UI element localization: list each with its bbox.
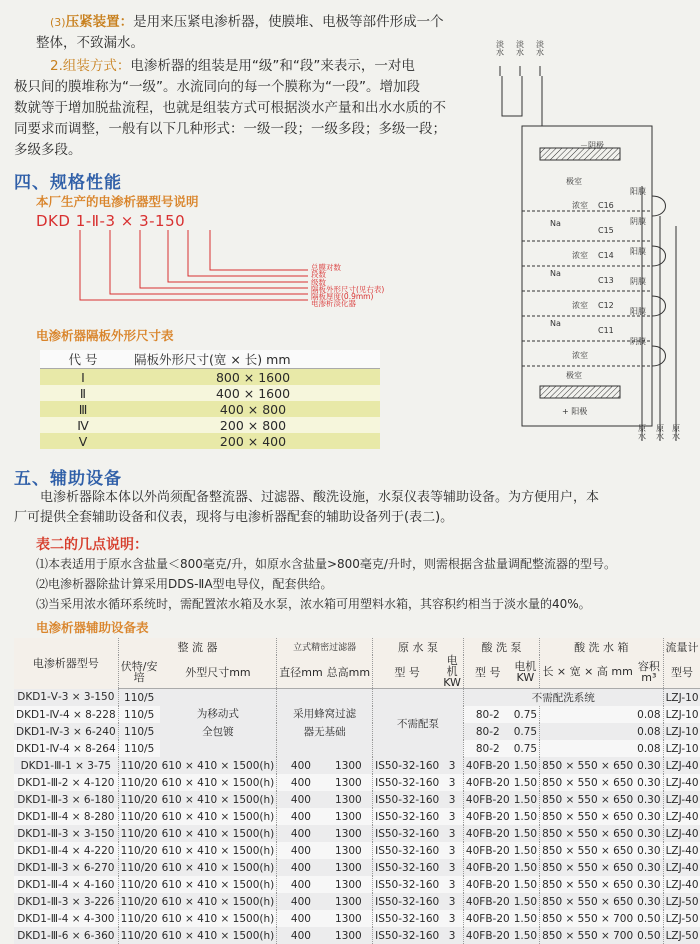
cathode-label: －阴极 bbox=[580, 141, 604, 150]
anion-membrane-label: 阴膜 bbox=[630, 337, 646, 346]
cell-kw: 3 bbox=[441, 859, 463, 876]
cell-vol: 0.50 bbox=[635, 927, 663, 944]
cell-pump: IS50-32-160 bbox=[373, 791, 442, 808]
cell-model: DKD1-Ⅲ-3 × 6-270 bbox=[14, 859, 118, 876]
header-tank: 酸 洗 水 箱 bbox=[540, 638, 663, 655]
leader-stages bbox=[188, 230, 308, 276]
item2-line-0: 电渗析器的组装是用“级”和“段”来表示，一对电 bbox=[130, 58, 415, 74]
cell-model: DKD1-Ⅲ-4 × 4-160 bbox=[14, 876, 118, 893]
cell-h: 1300 bbox=[325, 842, 373, 859]
cell-tank: 850 × 550 × 650 bbox=[540, 791, 636, 808]
cell-flow: LZJ-40 bbox=[663, 859, 700, 876]
cell-size: 200 × 400 bbox=[126, 433, 380, 449]
cell-v: 110/20 bbox=[118, 910, 159, 927]
cell-h: 1300 bbox=[325, 910, 373, 927]
cell-code: Ⅲ bbox=[40, 401, 126, 417]
table-row bbox=[14, 859, 700, 876]
cell-d: 400 bbox=[277, 842, 325, 859]
cell-tank bbox=[540, 706, 636, 723]
fresh-water-label: 淡水 bbox=[535, 40, 545, 56]
header-rectifier: 整 流 器 bbox=[118, 638, 277, 655]
cell-kw: 3 bbox=[441, 927, 463, 944]
cell-flow: LZJ-40 bbox=[663, 808, 700, 825]
header-pump-model: 型 号 bbox=[373, 655, 442, 689]
cell-v: 110/20 bbox=[118, 876, 159, 893]
conc-chamber-label: 浓室 bbox=[572, 301, 588, 310]
cell-kw: 3 bbox=[441, 808, 463, 825]
cell-kw: 3 bbox=[441, 893, 463, 910]
cell-h: 1300 bbox=[325, 876, 373, 893]
cell-v: 110/20 bbox=[118, 859, 159, 876]
cell-model: DKD1-Ⅲ-3 × 3-150 bbox=[14, 825, 118, 842]
cation-membrane-label: 阳膜 bbox=[630, 187, 646, 196]
cell-flow: LZJ-10 bbox=[663, 706, 700, 723]
cell-acid-none: 不需配洗系统 bbox=[463, 689, 663, 707]
cation-membrane-label: 阳膜 bbox=[630, 307, 646, 316]
cell-v: 110/20 bbox=[118, 808, 159, 825]
item2-line-1: 极只间的膜堆称为“一级”。水流同向的每一个膜称为“一段”。增加段 bbox=[14, 79, 420, 95]
size-table-title: 电渗析器隔板外形尺寸表 bbox=[36, 328, 174, 343]
item3-prefix: (3) bbox=[50, 16, 66, 29]
cell-size: 610 × 410 × 1500(h) bbox=[160, 808, 277, 825]
cell-v: 110/20 bbox=[118, 825, 159, 842]
cell-akw: 1.50 bbox=[512, 893, 540, 910]
cell-size: 800 × 1600 bbox=[126, 369, 380, 386]
leader-plate-size bbox=[140, 230, 308, 288]
item3-term: 压紧装置： bbox=[65, 14, 134, 30]
cell-tank: 850 × 550 × 650 bbox=[540, 893, 636, 910]
cell-volt: 110/5 bbox=[118, 723, 159, 740]
fresh-water-label: 淡水 bbox=[515, 40, 525, 56]
cell-pump: IS50-32-160 bbox=[373, 859, 442, 876]
cell-flow: LZJ-10 bbox=[663, 740, 700, 757]
header-filter-h: 总高mm bbox=[325, 655, 373, 689]
legend-item: 总膜对数 bbox=[311, 263, 341, 272]
cell-model: DKD1-Ⅲ-6 × 6-360 bbox=[14, 927, 118, 944]
cell-h: 1300 bbox=[325, 825, 373, 842]
cell-acid: 40FB-20 bbox=[463, 927, 511, 944]
aux-table bbox=[14, 638, 700, 944]
cell-d: 400 bbox=[277, 825, 325, 842]
cl-label: C16 bbox=[598, 201, 614, 210]
cell-size: 610 × 410 × 1500(h) bbox=[160, 774, 277, 791]
cell-d: 400 bbox=[277, 893, 325, 910]
cell-model: DKD1-Ⅲ-3 × 6-180 bbox=[14, 791, 118, 808]
cell-akw: 1.50 bbox=[512, 808, 540, 825]
item3-text2: 整体，不致漏水。 bbox=[36, 35, 144, 51]
header-rect-size: 外型尺寸mm bbox=[160, 655, 277, 689]
cell-code: Ⅰ bbox=[40, 369, 126, 386]
cell-flow: LZJ-50 bbox=[663, 927, 700, 944]
cell-tank: 850 × 550 × 650 bbox=[540, 842, 636, 859]
cell-tank bbox=[540, 740, 636, 757]
cell-akw: 1.50 bbox=[512, 859, 540, 876]
cell-kw: 3 bbox=[441, 791, 463, 808]
cell-h: 1300 bbox=[325, 757, 373, 774]
model-code: DKD 1-Ⅱ-3 × 3-150 bbox=[36, 212, 186, 230]
cell-kw: 3 bbox=[441, 876, 463, 893]
header-model: 电渗析器型号 bbox=[14, 638, 118, 689]
flow-line bbox=[502, 76, 522, 116]
cell-h: 1300 bbox=[325, 791, 373, 808]
raw-water-label: 原水 bbox=[671, 424, 681, 440]
table-row bbox=[40, 417, 380, 433]
cell-akw: 1.50 bbox=[512, 757, 540, 774]
header-filter-d: 直径mm bbox=[277, 655, 325, 689]
cell-kw: 3 bbox=[441, 774, 463, 791]
cell-akw: 1.50 bbox=[512, 791, 540, 808]
cell-d: 400 bbox=[277, 859, 325, 876]
na-label: Na bbox=[550, 219, 561, 228]
table-row bbox=[14, 910, 700, 927]
header-rect-v: 伏特/安培 bbox=[118, 655, 159, 689]
table-row bbox=[14, 893, 700, 910]
aux-header-row-1 bbox=[14, 638, 700, 655]
cell-size: 400 × 800 bbox=[126, 401, 380, 417]
fresh-water-label: 淡水 bbox=[495, 40, 505, 56]
header-acid-model: 型 号 bbox=[463, 655, 511, 689]
header-acid-kw: 电机KW bbox=[512, 655, 540, 689]
cell-tank: 850 × 550 × 650 bbox=[540, 876, 636, 893]
cell-vol: 0.30 bbox=[635, 774, 663, 791]
rect-note-b: 全包镀 bbox=[202, 726, 234, 738]
cell-vol: 0.30 bbox=[635, 893, 663, 910]
anode-plate bbox=[540, 386, 620, 398]
cell-acid-model: 80-2 bbox=[463, 706, 511, 723]
legend-item: 段数 bbox=[311, 270, 326, 280]
cell-vol: 0.50 bbox=[635, 910, 663, 927]
table-row bbox=[14, 757, 700, 774]
item3-text1: 是用来压紧电渗析器，使膜堆、电极等部件形成一个 bbox=[133, 14, 444, 30]
na-label: Na bbox=[550, 269, 561, 278]
cell-tank bbox=[540, 723, 636, 740]
cell-acid-model: 80-2 bbox=[463, 740, 511, 757]
legend-item: 隔板厚度(0.9mm) bbox=[311, 292, 374, 302]
cl-label: C13 bbox=[598, 276, 614, 285]
section5-title: 五、辅助设备 bbox=[14, 469, 122, 489]
cell-size: 610 × 410 × 1500(h) bbox=[160, 757, 277, 774]
cell-flow: LZJ-10 bbox=[663, 723, 700, 740]
cell-v: 110/20 bbox=[118, 893, 159, 910]
cell-acid-kw: 0.75 bbox=[512, 706, 540, 723]
header-filter: 立式精密过滤器 bbox=[277, 638, 373, 655]
electrode-chamber-bottom: 极室 bbox=[566, 371, 582, 380]
section5-intro bbox=[14, 488, 690, 528]
header-tank-dim: 长 × 宽 × 高 mm bbox=[540, 655, 636, 689]
cell-akw: 1.50 bbox=[512, 910, 540, 927]
cell-pump: IS50-32-160 bbox=[373, 910, 442, 927]
table-row bbox=[40, 385, 380, 401]
table-row bbox=[14, 825, 700, 842]
cell-v: 110/20 bbox=[118, 791, 159, 808]
table-row bbox=[14, 774, 700, 791]
header-size: 隔板外形尺寸(宽 × 长) mm bbox=[126, 350, 380, 369]
cell-acid: 40FB-20 bbox=[463, 774, 511, 791]
cell-size: 610 × 410 × 1500(h) bbox=[160, 876, 277, 893]
cell-pump: IS50-32-160 bbox=[373, 825, 442, 842]
cell-flow: LZJ-10 bbox=[663, 689, 700, 707]
cell-pump: IS50-32-160 bbox=[373, 893, 442, 910]
cell-tank: 850 × 550 × 700 bbox=[540, 927, 636, 944]
cell-akw: 1.50 bbox=[512, 876, 540, 893]
cell-volt: 110/5 bbox=[118, 740, 159, 757]
cell-d: 400 bbox=[277, 808, 325, 825]
cl-label: C15 bbox=[598, 226, 614, 235]
cell-acid: 40FB-20 bbox=[463, 825, 511, 842]
cell-model: DKD1-Ⅳ-4 × 8-228 bbox=[14, 706, 118, 723]
cell-acid-kw: 0.75 bbox=[512, 740, 540, 757]
cell-size: 200 × 800 bbox=[126, 417, 380, 433]
item2-line-3: 同要求而调整，一般有以下几种形式：一级一段；一级多段；多级一段； bbox=[14, 121, 446, 137]
model-heading: 本厂生产的电渗析器型号说明 bbox=[36, 194, 199, 209]
filter-note-a: 采用蜂窝过滤 bbox=[293, 708, 357, 720]
notes-list bbox=[36, 554, 696, 614]
model-code-leaders bbox=[40, 228, 315, 318]
cell-d: 400 bbox=[277, 910, 325, 927]
cell-kw: 3 bbox=[441, 910, 463, 927]
intro-line: 厂可提供全套辅助设备和仪表，现将与电渗析器配套的辅助设备列于(表二)。 bbox=[14, 510, 454, 525]
cell-vol: 0.30 bbox=[635, 791, 663, 808]
cell-kw: 3 bbox=[441, 757, 463, 774]
cell-tank: 850 × 550 × 650 bbox=[540, 859, 636, 876]
cell-tank: 850 × 550 × 650 bbox=[540, 825, 636, 842]
cell-filter-note bbox=[277, 689, 373, 758]
cell-pump: IS50-32-160 bbox=[373, 808, 442, 825]
cell-pump: IS50-32-160 bbox=[373, 842, 442, 859]
cell-vol: 0.30 bbox=[635, 859, 663, 876]
cell-pump: IS50-32-160 bbox=[373, 876, 442, 893]
cell-akw: 1.50 bbox=[512, 774, 540, 791]
cell-acid: 40FB-20 bbox=[463, 876, 511, 893]
cell-model: DKD1-Ⅴ-3 × 3-150 bbox=[14, 689, 118, 707]
cell-tank: 850 × 550 × 650 bbox=[540, 808, 636, 825]
cell-flow: LZJ-40 bbox=[663, 791, 700, 808]
cell-vol: 0.30 bbox=[635, 825, 663, 842]
cell-vol: 0.08 bbox=[635, 706, 663, 723]
cell-h: 1300 bbox=[325, 859, 373, 876]
cell-d: 400 bbox=[277, 757, 325, 774]
aux-table-large-rows bbox=[14, 757, 700, 944]
header-pump: 原 水 泵 bbox=[373, 638, 464, 655]
table-row bbox=[40, 369, 380, 386]
leader-desalinator bbox=[80, 230, 308, 300]
cell-acid-kw: 0.75 bbox=[512, 723, 540, 740]
cell-acid: 40FB-20 bbox=[463, 859, 511, 876]
table-row bbox=[40, 401, 380, 417]
cell-acid-model: 80-2 bbox=[463, 723, 511, 740]
header-pump-kw: 电机KW bbox=[441, 655, 463, 689]
item2-line-4: 多级多段。 bbox=[14, 142, 82, 158]
cell-pump: IS50-32-160 bbox=[373, 757, 442, 774]
item2-line-2: 数就等于增加脱盐流程，也就是组装方式可根据淡水产量和出水水质的不 bbox=[14, 100, 446, 116]
cell-h: 1300 bbox=[325, 774, 373, 791]
conc-chamber-label: 浓室 bbox=[572, 351, 588, 360]
cell-v: 110/20 bbox=[118, 774, 159, 791]
cell-model: DKD1-Ⅲ-4 × 4-300 bbox=[14, 910, 118, 927]
table-row bbox=[14, 689, 700, 707]
cell-h: 1300 bbox=[325, 893, 373, 910]
cell-akw: 1.50 bbox=[512, 842, 540, 859]
cell-d: 400 bbox=[277, 774, 325, 791]
cell-size: 610 × 410 × 1500(h) bbox=[160, 791, 277, 808]
cell-size: 400 × 1600 bbox=[126, 385, 380, 401]
intro-line: 电渗析器除本体以外尚须配备整流器、过滤器、酸洗设施，水泵仪表等辅助设备。为方便用户，本 bbox=[40, 490, 600, 505]
table-row bbox=[14, 791, 700, 808]
anion-membrane-label: 阴膜 bbox=[630, 277, 646, 286]
cell-size: 610 × 410 × 1500(h) bbox=[160, 859, 277, 876]
cell-flow: LZJ-40 bbox=[663, 825, 700, 842]
na-label: Na bbox=[550, 319, 561, 328]
cell-vol: 0.30 bbox=[635, 876, 663, 893]
cell-d: 400 bbox=[277, 876, 325, 893]
raw-water-label: 原水 bbox=[655, 424, 665, 440]
cell-vol: 0.30 bbox=[635, 842, 663, 859]
cell-model: DKD1-Ⅲ-4 × 8-280 bbox=[14, 808, 118, 825]
cell-model: DKD1-Ⅲ-4 × 4-220 bbox=[14, 842, 118, 859]
cell-size: 610 × 410 × 1500(h) bbox=[160, 825, 277, 842]
note-item: ⑶当采用浓水循环系统时，需配置浓水箱及水泵，浓水箱可用塑料水箱，其容积约相当于淡水量的40%。 bbox=[36, 597, 591, 611]
table-row bbox=[40, 433, 380, 449]
leader-levels bbox=[168, 230, 308, 282]
cation-membrane-label: 阳膜 bbox=[630, 247, 646, 256]
cell-vol: 0.30 bbox=[635, 757, 663, 774]
cell-vol: 0.30 bbox=[635, 808, 663, 825]
item2-term: 2.组装方式： bbox=[50, 58, 131, 74]
cell-acid: 40FB-20 bbox=[463, 842, 511, 859]
cell-akw: 1.50 bbox=[512, 927, 540, 944]
cell-pump: IS50-32-160 bbox=[373, 927, 442, 944]
cell-code: Ⅴ bbox=[40, 433, 126, 449]
cell-vol: 0.08 bbox=[635, 740, 663, 757]
cell-kw: 3 bbox=[441, 842, 463, 859]
size-table-header bbox=[40, 350, 380, 369]
flow-line bbox=[500, 66, 540, 76]
note-item: ⑵电渗析器除盐计算采用DDS-ⅡA型电导仪，配套供给。 bbox=[36, 577, 333, 591]
note-item: ⑴本表适用于原水含盐量＜800毫克/升，如原水含盐量>800毫克/升时，则需根据含盐量调配整流器的型号。 bbox=[36, 557, 616, 571]
header-acid-pump: 酸 洗 泵 bbox=[463, 638, 539, 655]
cell-pump: IS50-32-160 bbox=[373, 774, 442, 791]
header-flow-model: 型号 bbox=[663, 655, 700, 689]
cell-kw: 3 bbox=[441, 825, 463, 842]
item2-paragraph bbox=[14, 56, 454, 161]
cell-flow: LZJ-40 bbox=[663, 842, 700, 859]
cell-tank: 850 × 550 × 650 bbox=[540, 757, 636, 774]
cell-h: 1300 bbox=[325, 927, 373, 944]
flow-loops bbox=[652, 196, 666, 366]
cell-h: 1300 bbox=[325, 808, 373, 825]
header-code: 代 号 bbox=[40, 350, 126, 369]
cell-d: 400 bbox=[277, 927, 325, 944]
cell-vol: 0.08 bbox=[635, 723, 663, 740]
cell-size: 610 × 410 × 1500(h) bbox=[160, 927, 277, 944]
cell-tank: 850 × 550 × 700 bbox=[540, 910, 636, 927]
cell-tank: 850 × 550 × 650 bbox=[540, 774, 636, 791]
cell-size: 610 × 410 × 1500(h) bbox=[160, 910, 277, 927]
cell-pump-note: 不需配泵 bbox=[373, 689, 464, 758]
section4-title: 四、规格性能 bbox=[14, 173, 122, 193]
cell-acid: 40FB-20 bbox=[463, 893, 511, 910]
cell-model: DKD1-Ⅲ-2 × 4-120 bbox=[14, 774, 118, 791]
cell-code: Ⅳ bbox=[40, 417, 126, 433]
cell-code: Ⅱ bbox=[40, 385, 126, 401]
cell-acid: 40FB-20 bbox=[463, 910, 511, 927]
cell-flow: LZJ-40 bbox=[663, 757, 700, 774]
electrodialysis-diagram bbox=[470, 36, 695, 456]
size-table bbox=[40, 350, 380, 449]
cl-label: C12 bbox=[598, 301, 614, 310]
cell-flow: LZJ-50 bbox=[663, 893, 700, 910]
cell-v: 110/20 bbox=[118, 927, 159, 944]
conc-chamber-label: 浓室 bbox=[572, 201, 588, 210]
cell-model: DKD1-Ⅳ-3 × 6-240 bbox=[14, 723, 118, 740]
header-flow: 流量计 bbox=[663, 638, 700, 655]
cell-acid: 40FB-20 bbox=[463, 791, 511, 808]
leader-total-pairs bbox=[210, 230, 308, 270]
model-legend bbox=[311, 264, 384, 308]
legend-item: 隔板外形尺寸(见右表) bbox=[311, 284, 385, 294]
cell-flow: LZJ-40 bbox=[663, 774, 700, 791]
legend-item: 级数 bbox=[311, 277, 326, 287]
cell-rectifier-note bbox=[160, 689, 277, 758]
cell-size: 610 × 410 × 1500(h) bbox=[160, 893, 277, 910]
filter-note-b: 器无基础 bbox=[303, 726, 346, 738]
cell-model: DKD1-Ⅲ-3 × 3-226 bbox=[14, 893, 118, 910]
cl-label: C14 bbox=[598, 251, 614, 260]
aux-table-title: 电渗析器辅助设备表 bbox=[36, 620, 149, 635]
table-row bbox=[14, 808, 700, 825]
cell-acid: 40FB-20 bbox=[463, 808, 511, 825]
cell-acid: 40FB-20 bbox=[463, 757, 511, 774]
anion-membrane-label: 阴膜 bbox=[630, 217, 646, 226]
rect-note-a: 为移动式 bbox=[196, 708, 239, 720]
cell-flow: LZJ-40 bbox=[663, 876, 700, 893]
cl-label: C11 bbox=[598, 326, 614, 335]
conc-chamber-label: 浓室 bbox=[572, 251, 588, 260]
cell-akw: 1.50 bbox=[512, 825, 540, 842]
anode-label: + 阳极 bbox=[562, 407, 588, 416]
header-tank-vol: 容积m³ bbox=[635, 655, 663, 689]
cell-d: 400 bbox=[277, 791, 325, 808]
electrode-chamber-top: 极室 bbox=[566, 177, 582, 186]
cell-frame bbox=[522, 126, 652, 426]
item3-paragraph bbox=[36, 12, 456, 54]
notes-title: 表二的几点说明： bbox=[36, 537, 148, 553]
cell-model: DKD1-Ⅳ-4 × 8-264 bbox=[14, 740, 118, 757]
cell-volt: 110/5 bbox=[118, 706, 159, 723]
raw-water-lines bbox=[642, 186, 676, 441]
cell-volt: 110/5 bbox=[118, 689, 159, 707]
cell-flow: LZJ-50 bbox=[663, 910, 700, 927]
cell-model: DKD1-Ⅲ-1 × 3-75 bbox=[14, 757, 118, 774]
legend-item: 电渗析淡化器 bbox=[311, 299, 356, 309]
cell-v: 110/20 bbox=[118, 842, 159, 859]
cell-size: 610 × 410 × 1500(h) bbox=[160, 842, 277, 859]
table-row bbox=[14, 842, 700, 859]
table-row bbox=[14, 876, 700, 893]
raw-water-label: 原水 bbox=[637, 424, 647, 440]
cell-v: 110/20 bbox=[118, 757, 159, 774]
